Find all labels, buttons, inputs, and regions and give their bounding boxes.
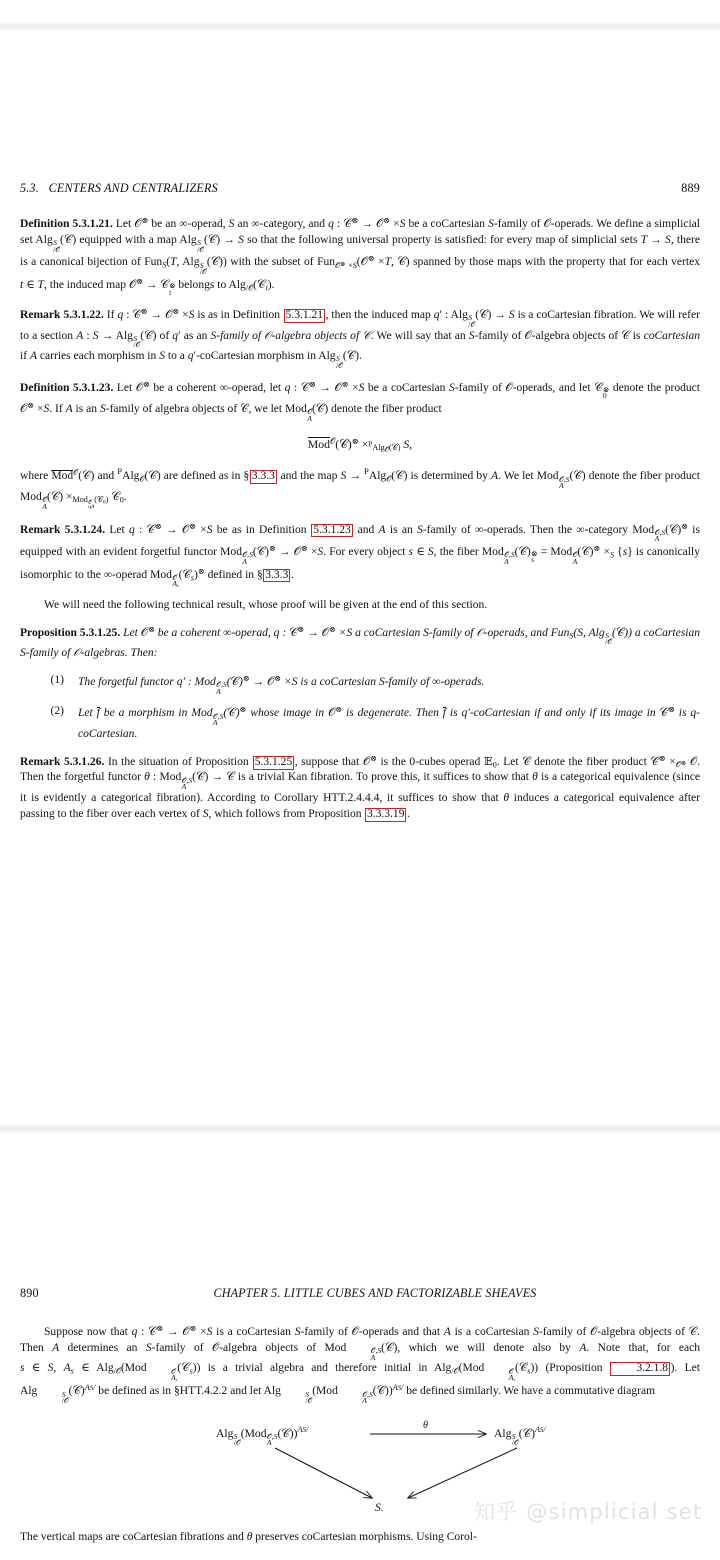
list-item (20, 704, 700, 742)
svg-text:θ: θ (423, 1420, 428, 1432)
remark-5-3-1-24-label: Remark 5.3.1.24. (20, 523, 106, 536)
running-head-890 (20, 1286, 700, 1301)
transition-paragraph: We will need the following technical result, whose proof will be given at the end of this section. (44, 599, 488, 612)
link-ref-5-3-1-25[interactable]: 5.3.1.25 (254, 755, 293, 768)
proposition-5-3-1-25: Proposition 5.3.1.25. Let 𝒪⊗ be a coherent ∞-operad, q : 𝒞⊗ → 𝒪⊗ ×S a coCartesian S-family of 𝒪-operads, and FunS(S, Alg S /𝒪 (𝒞)) a coCartesian S-family of 𝒪-algebras. Then: (20, 624, 700, 660)
remark-5-3-1-26-label: Remark 5.3.1.26. (20, 755, 105, 768)
page-890-paragraph: Suppose now that q : 𝒞⊗ → 𝒪⊗ ×S is a coCartesian S-family of 𝒪-operads and that A is a coCartesian S-family of 𝒪-algebra objects of 𝒞. Then A determines an S-family of 𝒪-algebra objects of Mod 𝒪,S A (𝒞), which we will denote also by A. Note that, for each s ∈ S, As ∈ Alg/𝒪(Mod 𝒪 As (𝒞s)) is a trivial algebra and therefore initial in Alg/𝒪(Mod 𝒪 As (𝒞s)) (Proposition 3.2.1.8 ). Let Alg S /𝒪 (𝒞)$^{AS/}$ be defined as in §HTT.4.2.2 and let Alg S /𝒪 (Mod 𝒪,S A (𝒞))$^{AS/}$ be defined similarly. We have a commutative diagram (20, 1324, 700, 1406)
link-ref-5-3-1-21[interactable]: 5.3.1.21 (285, 309, 324, 322)
page-890-closing-paragraph: The vertical maps are coCartesian fibrations and θ preserves coCartesian morphisms. Using Corol- (20, 1531, 477, 1544)
page-889-body (20, 215, 700, 832)
diagram-node-top-right: Alg S /𝒪 (𝒞)$^{AS/}$ (494, 1425, 546, 1448)
list-item-text: The forgetful functor q′ : Mod 𝒪,S A (𝒞)⊗ → 𝒪⊗ ×S is a coCartesian S-family of ∞-operads. (78, 673, 485, 696)
running-head-889 (20, 181, 700, 196)
definition-5-3-1-23-label: Definition 5.3.1.23. (20, 382, 114, 395)
list-item-text: Let f be a morphism in Mod 𝒪,S A (𝒞)⊗ whose image in 𝒪⊗ is degenerate. Then f is q′-coCartesian if and only if its image in 𝒞⊗ is q-coCartesian. (78, 705, 700, 740)
definition-5-3-1-21: Definition 5.3.1.21. Let 𝒪⊗ be an ∞-operad, S an ∞-category, and q : 𝒞⊗ → 𝒪⊗ ×S be a coCartesian S-family of 𝒪-operads. We define a simplicial set Alg S /𝒪 (𝒞) equipped with a map Alg S /𝒪 (𝒞) → S so that the following universal property is satisfied: for every map of simplicial sets T → S, there is a canonical bijection of FunS(T, Alg S /𝒪 (𝒞)) with the subset of Fun$_{𝒪^\otimes \times S}$(𝒪⊗ ×T, 𝒞) spanned by those maps with the property that for each vertex t ∈ T, the induced map 𝒪⊗ → 𝒞 ⊗ t belongs to Alg/𝒪(𝒞t). (20, 216, 700, 297)
definition-5-3-1-23: Definition 5.3.1.23. Let 𝒪⊗ be a coherent ∞-operad, let q : 𝒞⊗ → 𝒪⊗ ×S be a coCartesian S-family of 𝒪-operads, and let 𝒞 ⊗ 0 denote the product 𝒪⊗ ×S. If A is an S-family of algebra objects of 𝒞, we let Mod 𝒪 A (𝒞) denote the fiber product (20, 380, 701, 423)
definition-5-3-1-21-label: Definition 5.3.1.21. (20, 218, 113, 231)
page-separator-top (0, 22, 720, 31)
link-ref-3-3-3-a[interactable]: 3.3.3 (251, 470, 275, 483)
proposition-5-3-1-25-label: Proposition 5.3.1.25. (20, 626, 121, 639)
page-number-889: 889 (681, 181, 700, 195)
definition-5-3-1-23-continuation: where Mod$^𝒪$(𝒞) and $^P$Alg$_𝒪$(𝒞) are defined as in § 3.3.3 and the map S → $^P$Alg$_𝒪$(𝒞) is determined by A. We let Mod 𝒪,S A (𝒞) denote the fiber product Mod 𝒪 A (𝒞) $\times_{Mod 𝒪 qA (𝒞_0)}$ 𝒞$_0$. (20, 466, 700, 511)
remark-5-3-1-22-emphasis-1: S-family of 𝒪-algebra objects of 𝒞 (210, 329, 371, 342)
link-ref-5-3-1-23[interactable]: 5.3.1.23 (313, 523, 351, 536)
page-889 (0, 31, 720, 1124)
list-item-number: (2) (50, 705, 64, 718)
link-ref-3-2-1-8[interactable]: 3.2.1.8 (610, 1362, 670, 1376)
diagram-node-bottom: S. (375, 1501, 384, 1515)
list-item (20, 673, 700, 696)
remark-5-3-1-22: Remark 5.3.1.22. If q : 𝒞⊗ → 𝒪⊗ ×S is as in Definition 5.3.1.21 , then the induced map q′ : Alg S /𝒪 (𝒞) → S is a coCartesian fibration. We will refer to a section A : S → Alg S /𝒪 (𝒞) of q′ as an S-family of 𝒪-algebra objects of 𝒞. We will say that an S-family of 𝒪-algebra objects of 𝒞 is coCartesian if A carries each morphism in S to a q′-coCartesian morphism in Alg S /𝒪 (𝒞). (20, 307, 701, 370)
remark-5-3-1-26: Remark 5.3.1.26. In the situation of Proposition 5.3.1.25 , suppose that 𝒪⊗ is the 0-cubes operad 𝔼$_0$. Let 𝒞 denote the fiber product 𝒞⊗ $\times_{𝒪^\otimes}$ 𝒪. Then the forgetful functor θ : Mod 𝒪,S A (𝒞) → 𝒞 is a trivial Kan fibration. To prove this, it suffices to show that θ is a categorical equivalence (since it is evidently a categorical fibration). According to Corollary HTT.2.4.4.4, it suffices to show that θ induces a categorical equivalence after passing to the fiber over each vertex of S, which follows from Proposition 3.3.3.19 . (20, 753, 701, 820)
chapter-title: CHAPTER 5. LITTLE CUBES AND FACTORIZABLE SHEAVES (213, 1286, 537, 1300)
remark-5-3-1-24: Remark 5.3.1.24. Let q : 𝒞⊗ → 𝒪⊗ ×S be as in Definition 5.3.1.23 and A is an S-family of ∞-operads. Then the ∞-category Mod 𝒪,S A (𝒞)⊗ is equipped with an evident forgetful functor Mod 𝒪,S A (𝒞)⊗ → 𝒪⊗ ×S. For every object s ∈ S, the fiber Mod 𝒪,S A (𝒞) ⊗ s = Mod 𝒪 A (𝒞)⊗ ×S {s} is canonically isomorphic to the ∞-operad Mod 𝒪 As (𝒞s)⊗ defined in § 3.3.3 . (20, 521, 700, 589)
link-ref-3-3-3-19[interactable]: 3.3.3.19 (366, 807, 405, 820)
page-number-890: 890 (20, 1286, 39, 1300)
displayed-equation-fiber-product: Mod$^𝒪$(𝒞)⊗ $\times_{^PAlg𝒪(𝒞)}$ S, (307, 436, 413, 454)
page-separator-middle (0, 1124, 720, 1133)
proposition-5-3-1-25-items (20, 673, 700, 743)
remark-5-3-1-22-label: Remark 5.3.1.22. (20, 309, 104, 322)
link-ref-3-3-3-b[interactable]: 3.3.3 (265, 568, 289, 581)
diagram-node-top-left: Alg S /𝒪 (Mod 𝒪,S A (𝒞))$^{AS/}$ (216, 1425, 309, 1448)
remark-5-3-1-22-emphasis-2: coCartesian (643, 329, 701, 342)
running-head-title: 5.3. CENTERS AND CENTRALIZERS (20, 181, 218, 195)
zhihu-watermark: 知乎 @simplicial set (474, 1500, 703, 1524)
list-item-number: (1) (50, 673, 64, 686)
